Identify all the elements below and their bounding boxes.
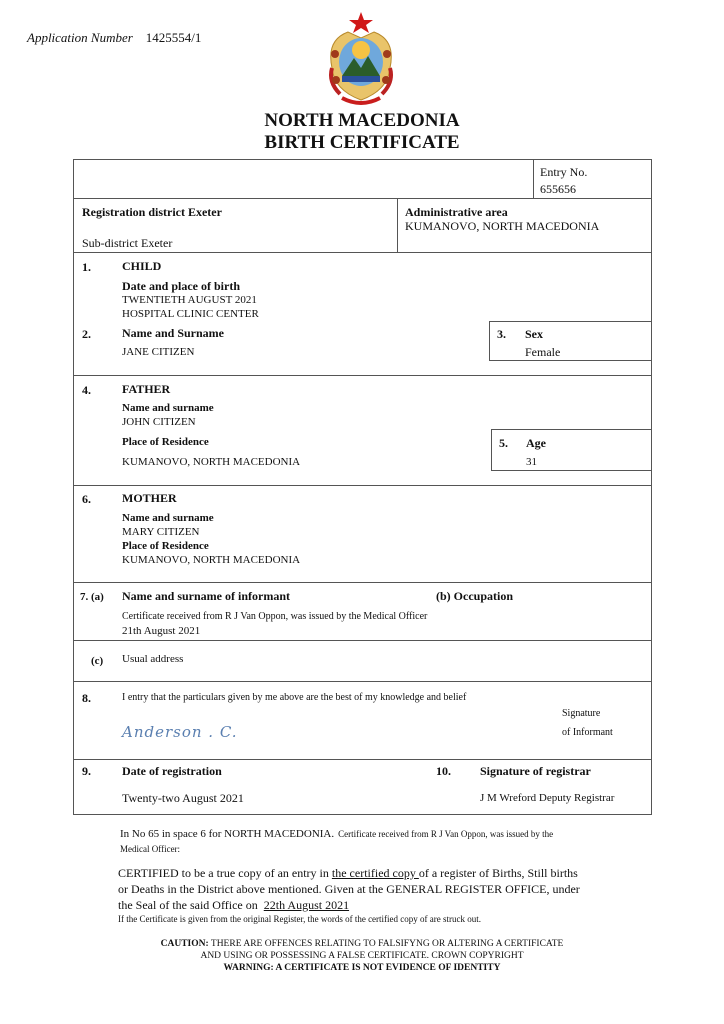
date-of-birth: TWENTIETH AUGUST 2021 [122, 294, 257, 306]
informant-date: 21th August 2021 [122, 625, 201, 637]
occupation-label: (b) Occupation [436, 589, 514, 603]
application-number [27, 30, 201, 46]
date-of-registration-label: Date of registration [122, 764, 222, 778]
usual-address-label: Usual address [122, 653, 184, 665]
section-number-7: 7. (a) [80, 591, 104, 603]
coat-of-arms-icon [318, 10, 404, 110]
mother-name-label: Name and surname [122, 512, 214, 524]
warning-line: WARNING: A CERTIFICATE IS NOT EVIDENCE OF IDENTITY [223, 963, 501, 973]
cert-part2: of a register of Births, Still births [418, 866, 578, 880]
age-value: 31 [526, 456, 537, 468]
application-number-label: Application Number [27, 30, 133, 45]
mother-residence-label: Place of Residence [122, 540, 209, 552]
child-heading: CHILD [122, 259, 162, 273]
child-name: JANE CITIZEN [122, 346, 195, 358]
section-number-1: 1. [82, 260, 91, 274]
footer-note [120, 826, 640, 856]
cert-underlined: the certified copy [331, 866, 419, 880]
sex-value: Female [525, 345, 561, 359]
section-number-6: 6. [82, 492, 91, 506]
mother-residence: KUMANOVO, NORTH MACEDONIA [122, 554, 301, 566]
father-name-label: Name and surname [122, 402, 214, 414]
informant-signature: Anderson . C. [122, 723, 238, 741]
child-name-label: Name and Surname [122, 326, 225, 340]
section-number-5: 5. [499, 436, 508, 450]
date-place-birth-label: Date and place of birth [122, 279, 240, 293]
caution-block [0, 938, 724, 974]
document-title: BIRTH CERTIFICATE [264, 132, 460, 153]
registrar-signature: J M Wreford Deputy Registrar [480, 792, 615, 804]
administrative-area-value: KUMANOVO, NORTH MACEDONIA [405, 219, 600, 233]
certificate-table [73, 159, 652, 815]
registrar-signature-label: Signature of registrar [480, 764, 591, 778]
caution-label: CAUTION: [160, 939, 209, 949]
cert-line3: the Seal of the said Office on [118, 898, 258, 912]
footer-note-small: Certificate received from R J Van Oppon, was issued by the [338, 829, 554, 839]
section-number-8: 8. [82, 691, 91, 705]
declaration-text: I entry that the particulars given by me above are the best of my knowledge and belief [122, 692, 467, 703]
father-heading: FATHER [122, 382, 171, 396]
footer-note-main: In No 65 in space 6 for NORTH MACEDONIA. [120, 828, 335, 840]
place-of-birth: HOSPITAL CLINIC CENTER [122, 308, 259, 320]
caution-line1: THERE ARE OFFENCES RELATING TO FALSIFYNG OR ALTERING A CERTIFICATE [210, 939, 564, 949]
father-residence: KUMANOVO, NORTH MACEDONIA [122, 456, 301, 468]
signature-informant-label: of Informant [562, 727, 613, 738]
certification-text [118, 865, 678, 913]
section-number-3: 3. [497, 327, 506, 341]
entry-number: 655656 [540, 182, 576, 196]
section-number-2: 2. [82, 327, 91, 341]
entry-label: Entry No. [540, 165, 588, 179]
section-number-9: 9. [82, 764, 91, 778]
registration-district: Registration district Exeter [82, 205, 222, 219]
mother-name: MARY CITIZEN [122, 526, 200, 538]
father-residence-label: Place of Residence [122, 436, 209, 448]
date-of-registration: Twenty-two August 2021 [122, 791, 244, 805]
application-number-value: 1425554/1 [145, 30, 202, 45]
age-box [491, 429, 652, 471]
footer-note-small-2: Medical Officer: [120, 844, 181, 854]
sub-district: Sub-district Exeter [82, 236, 173, 250]
age-label: Age [526, 436, 546, 450]
country-title: NORTH MACEDONIA [264, 110, 460, 131]
cert-part1: CERTIFIED to be a true copy of an entry in [118, 866, 332, 880]
administrative-area-label: Administrative area [405, 205, 508, 219]
father-name: JOHN CITIZEN [122, 416, 196, 428]
informant-statement: Certificate received from R J Van Oppon, was issued by the Medical Officer [122, 611, 428, 622]
informant-name-label: Name and surname of informant [122, 589, 290, 603]
cert-line2: or Deaths in the District above mentioned. Given at the GENERAL REGISTER OFFICE, under [118, 882, 580, 896]
signature-label: Signature [562, 708, 601, 719]
sex-box [489, 321, 652, 361]
section-number-4: 4. [82, 383, 91, 397]
mother-heading: MOTHER [122, 491, 177, 505]
cert-date: 22th August 2021 [263, 898, 350, 912]
struck-out-note: If the Certificate is given from the original Register, the words of the certified copy of are struck out. [118, 914, 482, 924]
sex-label: Sex [525, 327, 543, 341]
section-number-7c: (c) [91, 655, 104, 667]
caution-line2: AND USING OR POSSESSING A FALSE CERTIFICATE. CROWN COPYRIGHT [200, 951, 524, 961]
section-number-10: 10. [436, 764, 451, 778]
